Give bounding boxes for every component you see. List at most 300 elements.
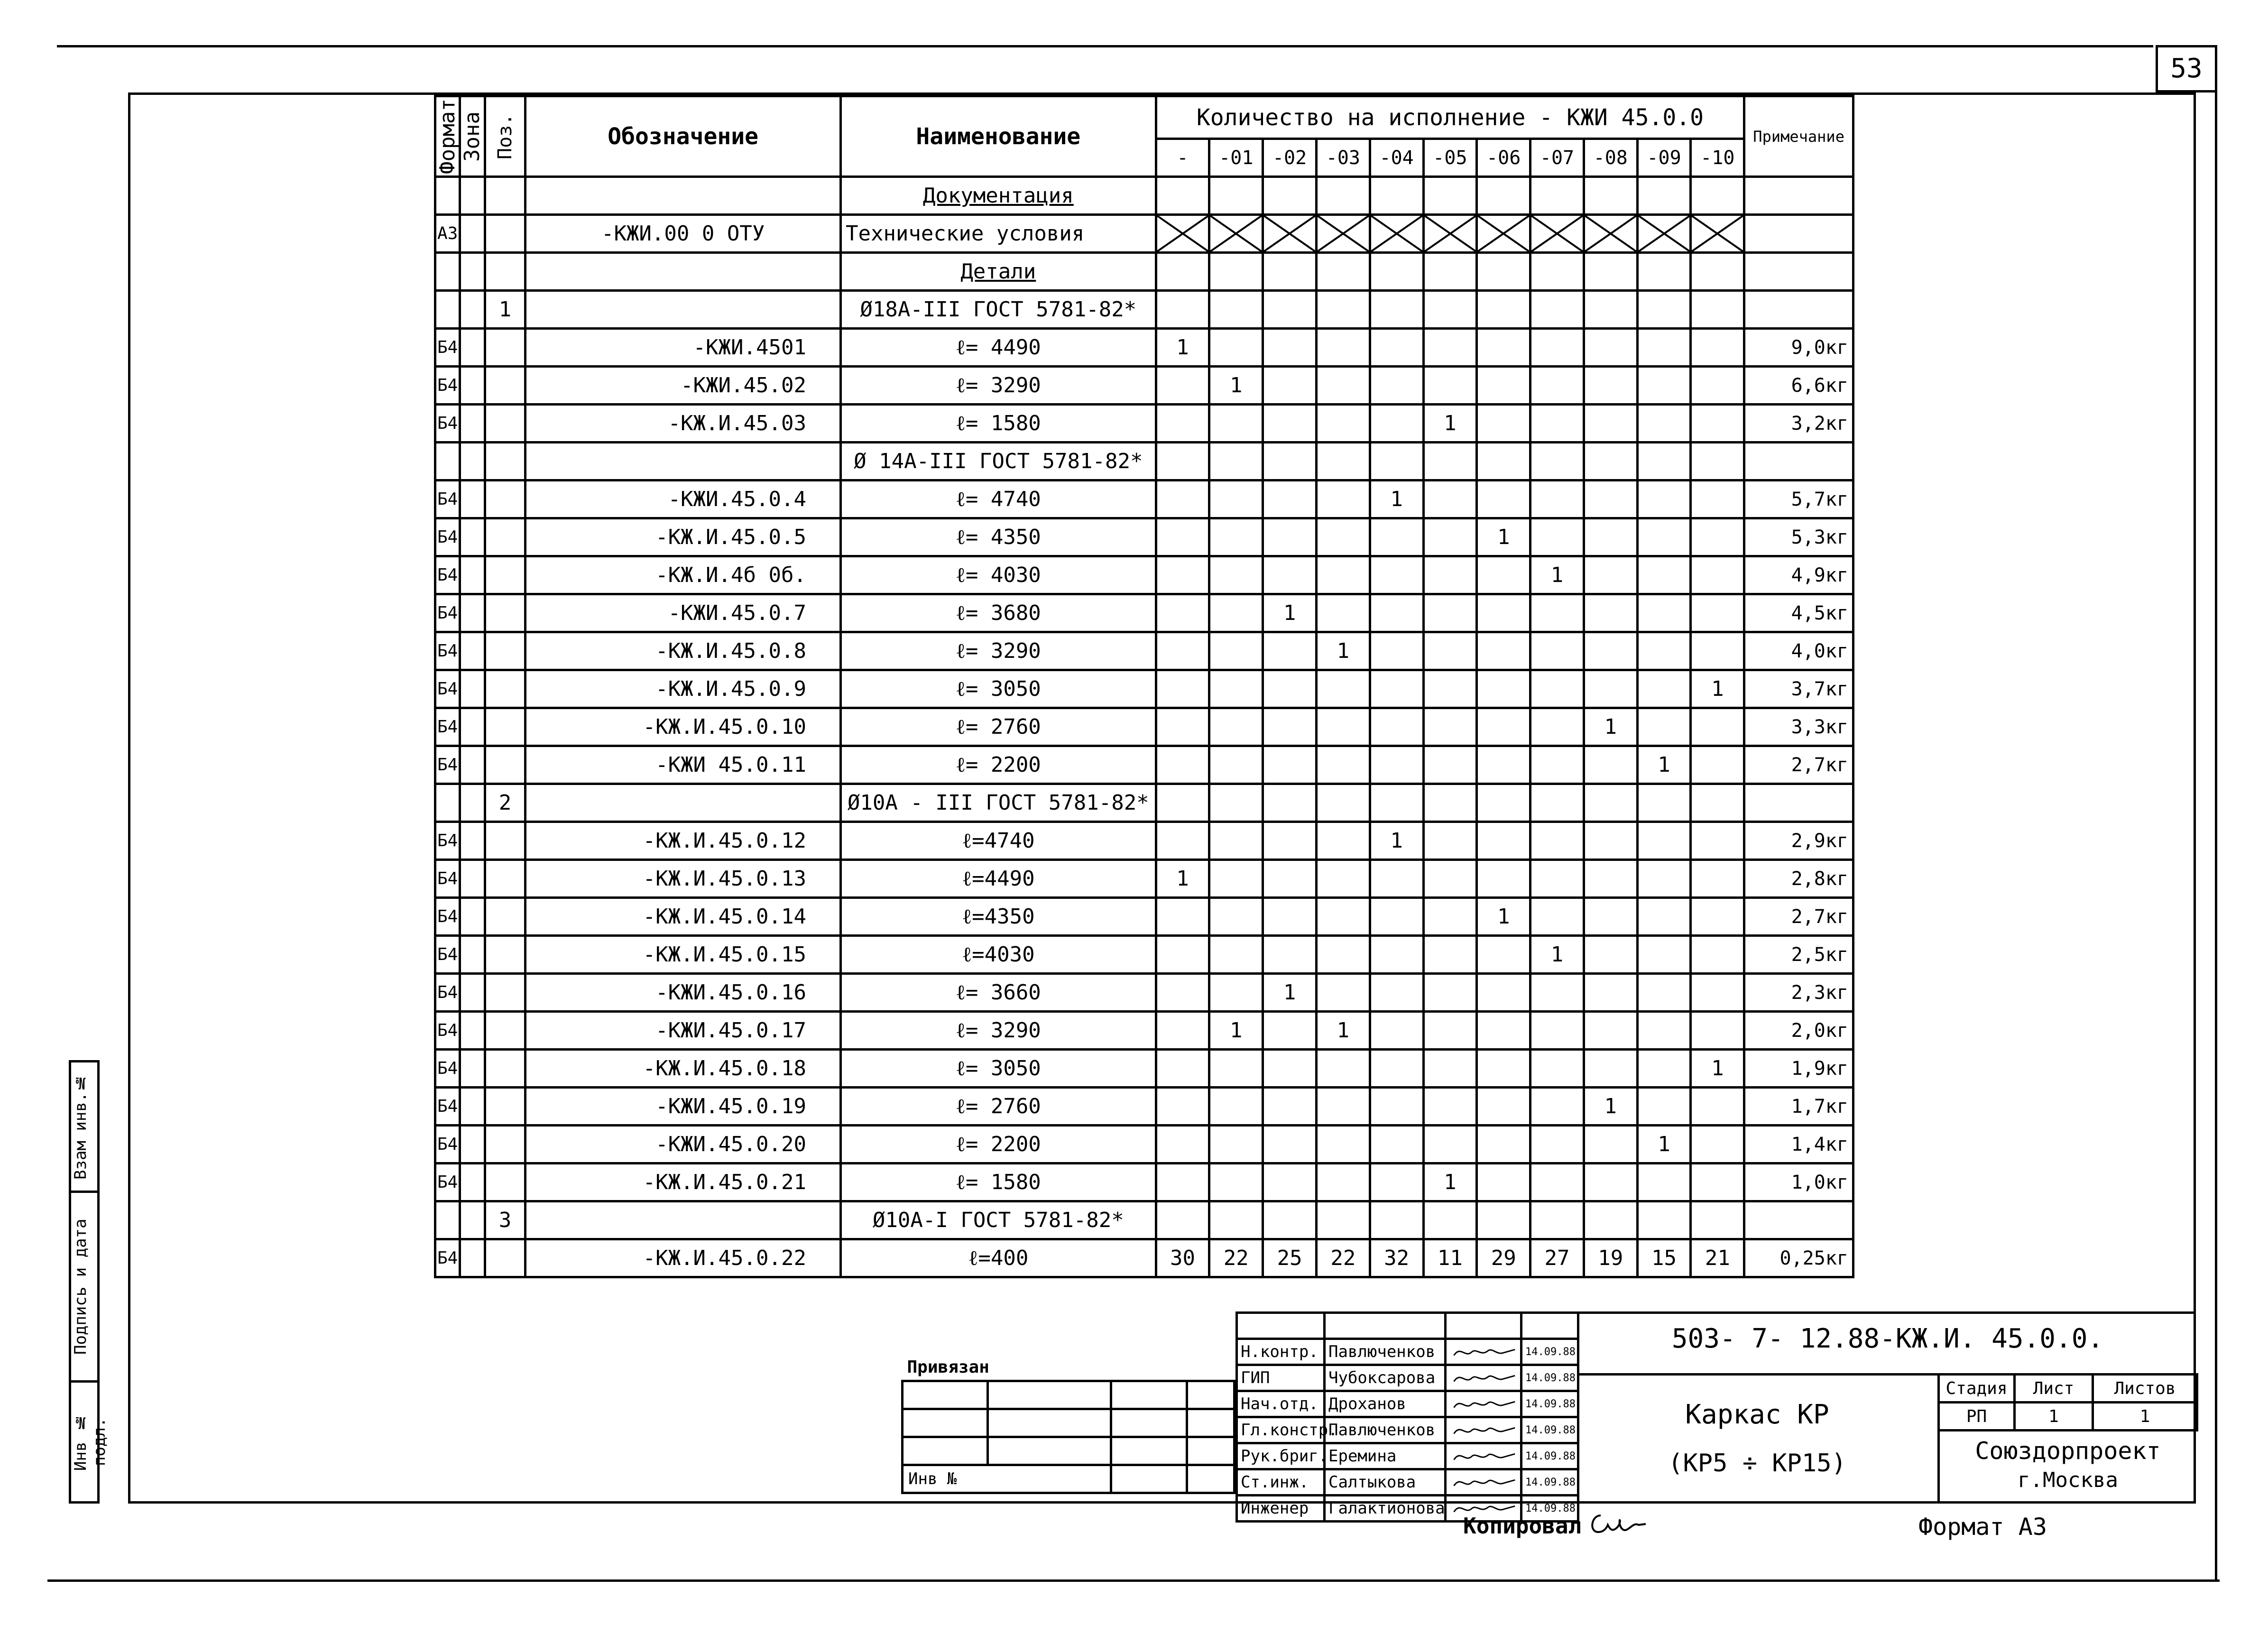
header-zone: Зона: [460, 96, 485, 177]
qty-cell: [1316, 670, 1370, 708]
note-cell: [1744, 291, 1853, 329]
qty-cell: [1530, 253, 1584, 291]
zone-cell: [460, 822, 485, 860]
qty-cell: [1477, 1201, 1530, 1239]
qty-cell: [1637, 1201, 1691, 1239]
qty-cell: [1156, 253, 1209, 291]
qty-cell: [1209, 329, 1263, 367]
table-row: [435, 1239, 1853, 1277]
pos-cell: [485, 594, 526, 632]
pos-cell: [485, 443, 526, 480]
qty-cell: [1209, 670, 1263, 708]
qty-cell: [1263, 708, 1317, 746]
signature-row: [1237, 1443, 1578, 1469]
qty-cell: [1530, 1126, 1584, 1163]
qty-cell: 1: [1316, 1012, 1370, 1050]
note-cell: 2,7кг: [1744, 898, 1853, 936]
qty-cell: [1316, 708, 1370, 746]
qty-cell: [1637, 936, 1691, 974]
qty-cell: 22: [1209, 1239, 1263, 1277]
zone-cell: [460, 860, 485, 898]
qty-cell: [1584, 443, 1637, 480]
signature-row: [1237, 1339, 1578, 1365]
table-row: [435, 860, 1853, 898]
crossed-cell: [1423, 215, 1477, 253]
qty-cell: 21: [1691, 1239, 1744, 1277]
handwritten-signature: [1446, 1469, 1521, 1496]
format-cell: Б4: [435, 898, 460, 936]
table-row: [435, 253, 1853, 291]
qty-cell: [1316, 746, 1370, 784]
header-execution: -05: [1423, 139, 1477, 177]
table-row: [435, 784, 1853, 822]
pos-cell: 1: [485, 291, 526, 329]
name-cell: ℓ=4350: [840, 898, 1156, 936]
table-row: [435, 480, 1853, 518]
designation-cell: -КЖ.И.45.0.9: [526, 670, 841, 708]
organization: Союздорпроект: [1975, 1437, 2161, 1465]
crossed-cell: [1209, 215, 1263, 253]
qty-cell: [1370, 860, 1423, 898]
pos-cell: [485, 480, 526, 518]
page-number: 53: [2170, 53, 2203, 84]
specification-table: [434, 95, 1854, 1278]
designation-cell: [526, 177, 841, 215]
qty-cell: [1584, 784, 1637, 822]
name-cell: ℓ=4030: [840, 936, 1156, 974]
zone-cell: [460, 1163, 485, 1201]
qty-cell: [1370, 1088, 1423, 1126]
qty-cell: [1530, 708, 1584, 746]
zone-cell: [460, 1201, 485, 1239]
qty-cell: [1370, 632, 1423, 670]
pos-cell: [485, 556, 526, 594]
signature-name: Павлюченков: [1325, 1417, 1446, 1443]
group-name: Ø10А-I ГОСТ 5781-82*: [840, 1201, 1156, 1239]
qty-cell: [1530, 405, 1584, 443]
name-cell: ℓ= 3290: [840, 367, 1156, 405]
qty-cell: 1: [1691, 1050, 1744, 1088]
table-row: [435, 708, 1853, 746]
qty-cell: [1530, 974, 1584, 1012]
qty-cell: [1316, 1050, 1370, 1088]
pos-cell: [485, 215, 526, 253]
format-cell: [435, 291, 460, 329]
qty-cell: [1316, 1088, 1370, 1126]
table-row: [435, 594, 1853, 632]
copied-label: Копировал: [1463, 1513, 1582, 1539]
qty-cell: [1316, 974, 1370, 1012]
qty-cell: [1530, 367, 1584, 405]
qty-cell: 30: [1156, 1239, 1209, 1277]
qty-cell: [1316, 480, 1370, 518]
qty-cell: [1370, 1201, 1423, 1239]
designation-cell: -КЖ.И.45.0.10: [526, 708, 841, 746]
qty-cell: [1263, 367, 1317, 405]
qty-cell: 1: [1156, 860, 1209, 898]
pos-cell: [485, 405, 526, 443]
qty-cell: [1316, 518, 1370, 556]
qty-cell: [1316, 1201, 1370, 1239]
designation-cell: -КЖ.И.45.0.22: [526, 1239, 841, 1277]
pos-cell: [485, 1088, 526, 1126]
qty-cell: [1530, 632, 1584, 670]
qty-cell: 27: [1530, 1239, 1584, 1277]
qty-cell: [1209, 746, 1263, 784]
note-cell: [1744, 443, 1853, 480]
qty-cell: [1530, 291, 1584, 329]
qty-cell: [1316, 367, 1370, 405]
designation-cell: -КЖИ.00 0 ОТУ: [526, 215, 841, 253]
designation-cell: -КЖИ.45.0.19: [526, 1088, 841, 1126]
group-name: Ø10А - III ГОСТ 5781-82*: [840, 784, 1156, 822]
note-cell: 2,7кг: [1744, 746, 1853, 784]
qty-cell: [1423, 1088, 1477, 1126]
pos-cell: [485, 974, 526, 1012]
note-cell: 2,0кг: [1744, 1012, 1853, 1050]
note-cell: 9,0кг: [1744, 329, 1853, 367]
qty-cell: 1: [1209, 1012, 1263, 1050]
qty-cell: [1370, 556, 1423, 594]
table-row: [435, 822, 1853, 860]
signature-name: Салтыкова: [1325, 1469, 1446, 1496]
name-cell: ℓ= 4350: [840, 518, 1156, 556]
qty-cell: 1: [1263, 594, 1317, 632]
qty-cell: [1316, 405, 1370, 443]
qty-cell: [1637, 1050, 1691, 1088]
zone-cell: [460, 936, 485, 974]
designation-cell: -КЖИ.45.0.7: [526, 594, 841, 632]
qty-cell: [1423, 822, 1477, 860]
qty-cell: [1156, 632, 1209, 670]
designation-cell: -КЖ.И.45.0.18: [526, 1050, 841, 1088]
qty-cell: [1584, 1126, 1637, 1163]
qty-cell: [1477, 594, 1530, 632]
qty-cell: [1637, 594, 1691, 632]
signature-name: Еремина: [1325, 1443, 1446, 1469]
qty-cell: [1530, 1201, 1584, 1239]
note-cell: 3,7кг: [1744, 670, 1853, 708]
designation-cell: -КЖ.И.45.0.5: [526, 518, 841, 556]
qty-cell: [1477, 367, 1530, 405]
crossed-cell: [1530, 215, 1584, 253]
name-cell: ℓ= 2760: [840, 1088, 1156, 1126]
qty-cell: [1423, 898, 1477, 936]
qty-cell: [1637, 708, 1691, 746]
section-title-text: Документация: [922, 183, 1074, 208]
zone-cell: [460, 1088, 485, 1126]
zone-cell: [460, 291, 485, 329]
qty-cell: [1584, 291, 1637, 329]
designation-cell: -КЖ.И.45.0.13: [526, 860, 841, 898]
format-cell: [435, 1201, 460, 1239]
handwritten-signature: [1446, 1365, 1521, 1391]
name-cell: ℓ= 1580: [840, 1163, 1156, 1201]
qty-cell: [1156, 784, 1209, 822]
qty-cell: [1530, 1050, 1584, 1088]
qty-cell: [1584, 860, 1637, 898]
qty-cell: [1584, 367, 1637, 405]
qty-cell: [1316, 936, 1370, 974]
qty-cell: [1637, 1088, 1691, 1126]
qty-cell: [1477, 708, 1530, 746]
qty-cell: [1637, 518, 1691, 556]
crossed-cell: [1637, 215, 1691, 253]
pos-cell: [485, 367, 526, 405]
qty-cell: [1477, 1050, 1530, 1088]
designation-cell: -КЖИ.45.02: [526, 367, 841, 405]
note-cell: 4,5кг: [1744, 594, 1853, 632]
qty-cell: [1209, 822, 1263, 860]
qty-cell: [1370, 405, 1423, 443]
qty-cell: [1156, 594, 1209, 632]
note-cell: 1,7кг: [1744, 1088, 1853, 1126]
qty-cell: [1370, 898, 1423, 936]
header-execution: -01: [1209, 139, 1263, 177]
object-range: (КР5 ÷ КР15): [1668, 1449, 1846, 1477]
qty-cell: 1: [1370, 822, 1423, 860]
qty-cell: [1637, 784, 1691, 822]
qty-cell: [1209, 443, 1263, 480]
table-row: [435, 898, 1853, 936]
qty-cell: [1209, 898, 1263, 936]
name-cell: Технические условия: [840, 215, 1156, 253]
header-execution: -08: [1584, 139, 1637, 177]
qty-cell: [1423, 443, 1477, 480]
table-row: [435, 632, 1853, 670]
qty-cell: 19: [1584, 1239, 1637, 1277]
name-cell: ℓ= 3660: [840, 974, 1156, 1012]
table-row: [435, 518, 1853, 556]
group-name: Ø18А-III ГОСТ 5781-82*: [840, 291, 1156, 329]
qty-cell: [1477, 670, 1530, 708]
zone-cell: [460, 480, 485, 518]
qty-cell: [1316, 291, 1370, 329]
note-cell: 2,8кг: [1744, 860, 1853, 898]
qty-cell: [1316, 784, 1370, 822]
qty-cell: [1477, 936, 1530, 974]
designation-cell: -КЖ.И.45.0.21: [526, 1163, 841, 1201]
qty-cell: [1370, 518, 1423, 556]
header-execution: -07: [1530, 139, 1584, 177]
qty-cell: [1263, 898, 1317, 936]
titleblock-top-rule: [1577, 1311, 2196, 1314]
qty-cell: [1637, 443, 1691, 480]
qty-cell: [1263, 670, 1317, 708]
qty-cell: 1: [1477, 518, 1530, 556]
designation-cell: -КЖИ.45.0.4: [526, 480, 841, 518]
qty-cell: 11: [1423, 1239, 1477, 1277]
designation-cell: -КЖ.И.45.0.12: [526, 822, 841, 860]
qty-cell: 15: [1637, 1239, 1691, 1277]
pos-cell: [485, 822, 526, 860]
pos-cell: [485, 708, 526, 746]
stage-label: Стадия: [1939, 1375, 2015, 1403]
qty-cell: [1263, 1088, 1317, 1126]
qty-cell: [1530, 177, 1584, 215]
top-rule: [57, 45, 2153, 47]
format-cell: Б4: [435, 556, 460, 594]
qty-cell: [1477, 1088, 1530, 1126]
qty-cell: [1477, 746, 1530, 784]
format-cell: [435, 177, 460, 215]
page-number-box: [2156, 45, 2217, 92]
handwritten-signature: [1446, 1417, 1521, 1443]
qty-cell: [1209, 177, 1263, 215]
pos-cell: [485, 936, 526, 974]
right-rule: [2215, 47, 2217, 1580]
header-note: Примечание: [1744, 96, 1853, 177]
signature-role: ГИП: [1237, 1365, 1325, 1391]
format-cell: А3: [435, 215, 460, 253]
qty-cell: 1: [1691, 670, 1744, 708]
qty-cell: 25: [1263, 1239, 1317, 1277]
pos-cell: [485, 329, 526, 367]
section-title: [840, 253, 1156, 291]
signature-role: Рук.бриг.: [1237, 1443, 1325, 1469]
header-quantity-title: Количество на исполнение - КЖИ 45.0.0: [1156, 96, 1744, 139]
qty-cell: [1316, 898, 1370, 936]
qty-cell: [1263, 1012, 1317, 1050]
qty-cell: [1263, 291, 1317, 329]
format-cell: Б4: [435, 518, 460, 556]
qty-cell: [1637, 367, 1691, 405]
signature-date: 14.09.88: [1521, 1496, 1578, 1522]
qty-cell: [1530, 329, 1584, 367]
qty-cell: [1584, 518, 1637, 556]
side-stamp-inv-sub: Инв № подл.: [71, 1413, 109, 1471]
section-title-text: Детали: [960, 259, 1036, 284]
pos-cell: [485, 253, 526, 291]
qty-cell: [1691, 746, 1744, 784]
qty-cell: [1156, 367, 1209, 405]
note-cell: 2,3кг: [1744, 974, 1853, 1012]
table-row: [435, 177, 1853, 215]
signature-name: Чубоксарова: [1325, 1365, 1446, 1391]
pos-cell: [485, 177, 526, 215]
handwritten-signature: [1446, 1339, 1521, 1365]
zone-cell: [460, 784, 485, 822]
qty-cell: [1156, 670, 1209, 708]
bottom-rule: [47, 1579, 2220, 1582]
qty-cell: [1584, 1163, 1637, 1201]
qty-cell: [1691, 936, 1744, 974]
table-row: [435, 1012, 1853, 1050]
table-row: [435, 1126, 1853, 1163]
sheets-value: 1: [2093, 1403, 2197, 1431]
table-row: [435, 1088, 1853, 1126]
table-row: [435, 746, 1853, 784]
qty-cell: [1477, 860, 1530, 898]
qty-cell: [1209, 1126, 1263, 1163]
qty-cell: 1: [1423, 1163, 1477, 1201]
qty-cell: [1156, 1050, 1209, 1088]
designation-cell: -КЖИ.45.0.20: [526, 1126, 841, 1163]
zone-cell: [460, 708, 485, 746]
qty-cell: [1691, 784, 1744, 822]
pos-cell: [485, 632, 526, 670]
table-row: [435, 974, 1853, 1012]
handwritten-signature: [1446, 1391, 1521, 1417]
table-row: [435, 443, 1853, 480]
qty-cell: [1423, 708, 1477, 746]
qty-cell: 1: [1637, 746, 1691, 784]
qty-cell: [1316, 860, 1370, 898]
sheet-label: Лист: [2015, 1375, 2093, 1403]
signature-name: Галактионова: [1325, 1496, 1446, 1522]
designation-cell: -КЖ.И.45.0.8: [526, 632, 841, 670]
qty-cell: [1156, 1126, 1209, 1163]
signature-date: 14.09.88: [1521, 1469, 1578, 1496]
qty-cell: [1263, 746, 1317, 784]
table-row: [435, 1050, 1853, 1088]
qty-cell: [1691, 518, 1744, 556]
qty-cell: [1156, 443, 1209, 480]
qty-cell: [1637, 480, 1691, 518]
city: г.Москва: [2018, 1468, 2118, 1492]
qty-cell: [1637, 670, 1691, 708]
qty-cell: [1209, 480, 1263, 518]
name-cell: ℓ=400: [840, 1239, 1156, 1277]
qty-cell: [1637, 329, 1691, 367]
qty-cell: [1691, 1088, 1744, 1126]
qty-cell: [1316, 594, 1370, 632]
qty-cell: [1691, 898, 1744, 936]
table-row: [435, 215, 1853, 253]
qty-cell: [1691, 1126, 1744, 1163]
qty-cell: [1477, 556, 1530, 594]
qty-cell: [1263, 1201, 1317, 1239]
pos-cell: [485, 1163, 526, 1201]
name-cell: ℓ= 4030: [840, 556, 1156, 594]
qty-cell: [1209, 708, 1263, 746]
zone-cell: [460, 443, 485, 480]
format-cell: Б4: [435, 936, 460, 974]
qty-cell: [1263, 405, 1317, 443]
signature-date: 14.09.88: [1521, 1365, 1578, 1391]
format-cell: Б4: [435, 670, 460, 708]
table-row: [435, 936, 1853, 974]
qty-cell: [1637, 1012, 1691, 1050]
signature-row: [1237, 1365, 1578, 1391]
table-row: [435, 1201, 1853, 1239]
crossed-cell: [1316, 215, 1370, 253]
qty-cell: [1370, 177, 1423, 215]
qty-cell: [1209, 1088, 1263, 1126]
format-cell: Б4: [435, 708, 460, 746]
header-name: Наименование: [840, 96, 1156, 177]
qty-cell: [1156, 291, 1209, 329]
qty-cell: [1423, 1012, 1477, 1050]
qty-cell: [1477, 974, 1530, 1012]
qty-cell: [1209, 936, 1263, 974]
zone-cell: [460, 632, 485, 670]
format-cell: Б4: [435, 367, 460, 405]
note-cell: 5,3кг: [1744, 518, 1853, 556]
qty-cell: [1530, 594, 1584, 632]
qty-cell: [1530, 746, 1584, 784]
note-cell: 2,5кг: [1744, 936, 1853, 974]
qty-cell: [1263, 936, 1317, 974]
qty-cell: [1584, 746, 1637, 784]
zone-cell: [460, 329, 485, 367]
qty-cell: [1691, 177, 1744, 215]
qty-cell: [1584, 670, 1637, 708]
format-cell: [435, 784, 460, 822]
qty-cell: [1423, 746, 1477, 784]
qty-cell: [1637, 177, 1691, 215]
qty-cell: [1584, 974, 1637, 1012]
